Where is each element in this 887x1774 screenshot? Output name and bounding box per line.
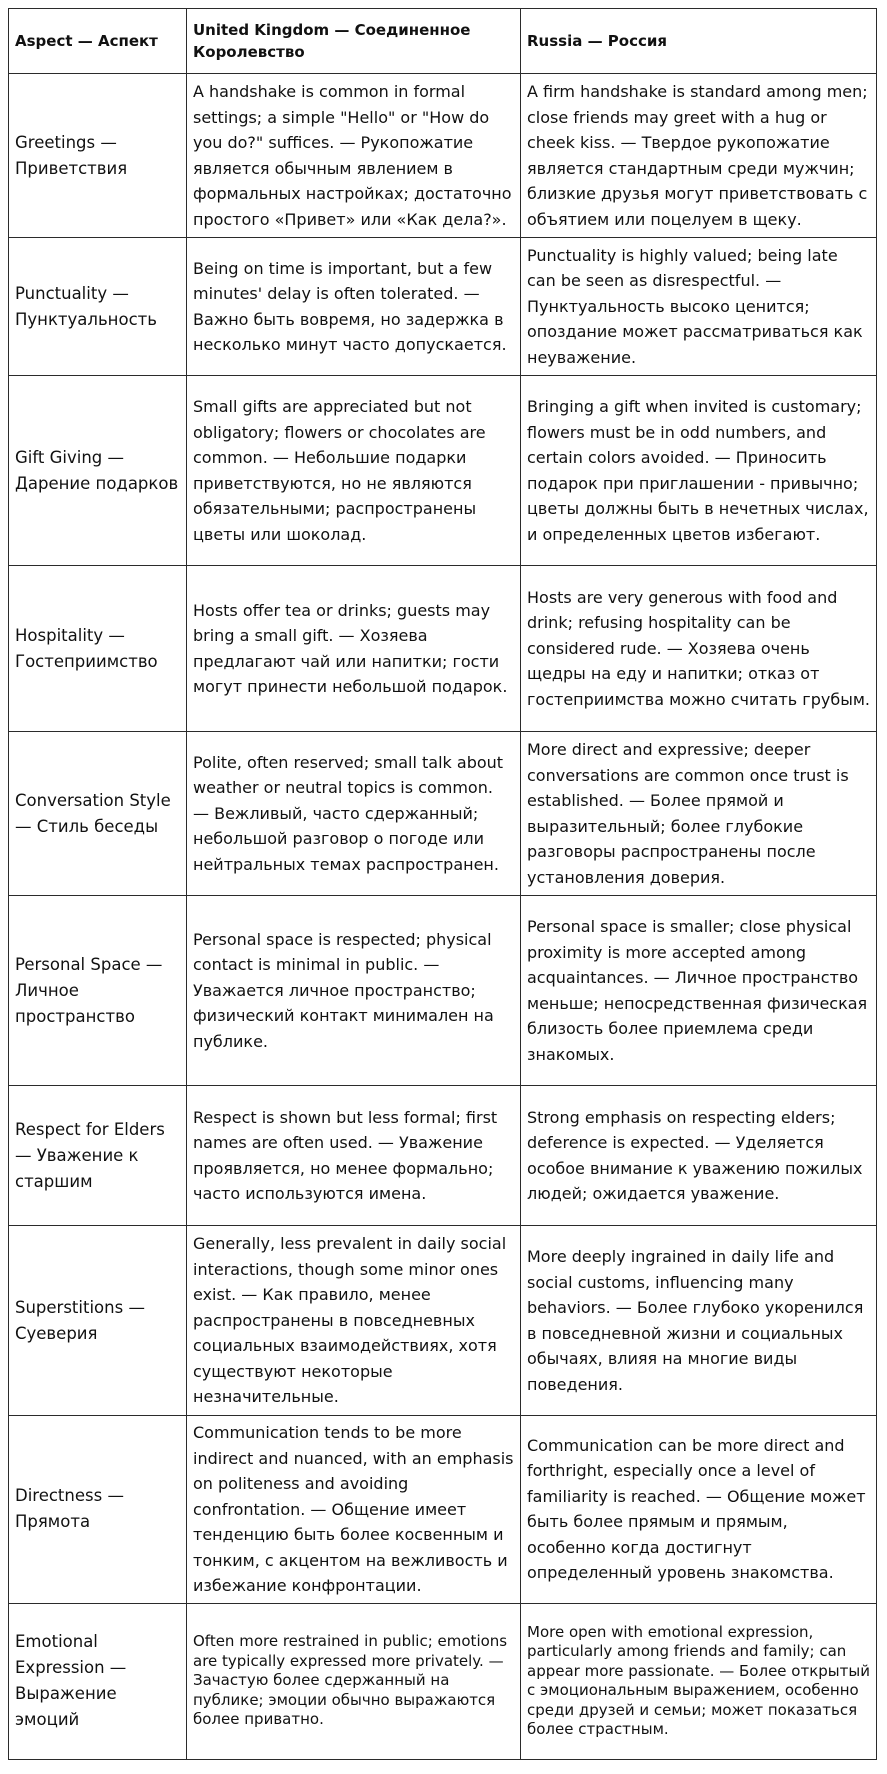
uk-cell: Communication tends to be more indirect and nuanced, with an emphasis on politeness and avoiding confrontation. — Общение имеет тенденцию быть более косвенным и тонким, с акцентом на вежливость и избежание конфронтации.	[187, 1416, 521, 1604]
table-row-respect-for-elders	[9, 1086, 877, 1226]
header-aspect: Aspect — Аспект	[9, 9, 187, 74]
russia-cell: Communication can be more direct and forthright, especially once a level of familiarity is reached. — Общение может быть более прямым и прямым, особенно когда достигнут определенный уровень знакомства.	[521, 1416, 877, 1604]
aspect-cell: Respect for Elders — Уважение к старшим	[9, 1086, 187, 1226]
russia-cell: Strong emphasis on respecting elders; deference is expected. — Уделяется особое внимание к уважению пожилых людей; ожидается уважение.	[521, 1086, 877, 1226]
table-body	[9, 74, 877, 1760]
table-row-directness	[9, 1416, 877, 1604]
russia-cell: More direct and expressive; deeper conversations are common once trust is established. — Более прямой и выразительный; более глубокие разговоры распространены после установления доверия.	[521, 732, 877, 896]
table-row-superstitions	[9, 1226, 877, 1416]
uk-cell: Polite, often reserved; small talk about weather or neutral topics is common. — Вежливый, часто сдержанный; небольшой разговор о погоде или нейтральных темах распространен.	[187, 732, 521, 896]
header-row	[9, 9, 877, 74]
uk-cell: Hosts offer tea or drinks; guests may bring a small gift. — Хозяева предлагают чай или напитки; гости могут принести небольшой подарок.	[187, 566, 521, 732]
russia-cell: More open with emotional expression, particularly among friends and family; can appear more passionate. — Более открытый с эмоциональным выражением, особенно среди друзей и семьи; может показаться более страстным.	[521, 1603, 877, 1759]
russia-cell: More deeply ingrained in daily life and social customs, influencing many behaviors. — Более глубоко укоренился в повседневной жизни и социальных обычаях, влияя на многие виды поведения.	[521, 1226, 877, 1416]
table-row-personal-space	[9, 896, 877, 1086]
uk-cell: Often more restrained in public; emotions are typically expressed more privately. — Зачастую более сдержанный на публике; эмоции обычно выражаются более приватно.	[187, 1603, 521, 1759]
uk-cell: A handshake is common in formal settings; a simple "Hello" or "How do you do?" suffices. — Рукопожатие является обычным явлением в формальных настройках; достаточно простого «Привет» или «Как дела?».	[187, 74, 521, 238]
table-header	[9, 9, 877, 74]
aspect-cell: Emotional Expression — Выражение эмоций	[9, 1603, 187, 1759]
table-row-hospitality	[9, 566, 877, 732]
russia-cell: Punctuality is highly valued; being late can be seen as disrespectful. — Пунктуальность высоко ценится; опоздание может рассматриваться как неуважение.	[521, 238, 877, 376]
uk-cell: Being on time is important, but a few minutes' delay is often tolerated. — Важно быть вовремя, но задержка в несколько минут часто допускается.	[187, 238, 521, 376]
comparison-table	[8, 8, 877, 1760]
aspect-cell: Punctuality — Пунктуальность	[9, 238, 187, 376]
table-row-gift-giving	[9, 376, 877, 566]
uk-cell: Respect is shown but less formal; first names are often used. — Уважение проявляется, но менее формально; часто используются имена.	[187, 1086, 521, 1226]
table-row-conversation-style	[9, 732, 877, 896]
header-uk: United Kingdom — Соединенное Королевство	[187, 9, 521, 74]
aspect-cell: Gift Giving — Дарение подарков	[9, 376, 187, 566]
aspect-cell: Personal Space — Личное пространство	[9, 896, 187, 1086]
aspect-cell: Greetings — Приветствия	[9, 74, 187, 238]
aspect-cell: Directness — Прямота	[9, 1416, 187, 1604]
table-row-emotional-expression	[9, 1603, 877, 1759]
russia-cell: Personal space is smaller; close physical proximity is more accepted among acquaintances. — Личное пространство меньше; непосредственная физическая близость более приемлема среди знакомых.	[521, 896, 877, 1086]
aspect-cell: Hospitality — Гостеприимство	[9, 566, 187, 732]
russia-cell: Hosts are very generous with food and drink; refusing hospitality can be considered rude. — Хозяева очень щедры на еду и напитки; отказ от гостеприимства можно считать грубым.	[521, 566, 877, 732]
table-row-punctuality	[9, 238, 877, 376]
aspect-cell: Superstitions — Суеверия	[9, 1226, 187, 1416]
header-russia: Russia — Россия	[521, 9, 877, 74]
uk-cell: Small gifts are appreciated but not obligatory; flowers or chocolates are common. — Небольшие подарки приветствуются, но не являются обязательными; распространены цветы или шоколад.	[187, 376, 521, 566]
aspect-cell: Conversation Style — Стиль беседы	[9, 732, 187, 896]
uk-cell: Generally, less prevalent in daily social interactions, though some minor ones exist. — Как правило, менее распространены в повседневных социальных взаимодействиях, хотя существуют некоторые незначительные.	[187, 1226, 521, 1416]
uk-cell: Personal space is respected; physical contact is minimal in public. — Уважается личное пространство; физический контакт минимален на публике.	[187, 896, 521, 1086]
table-row-greetings	[9, 74, 877, 238]
russia-cell: Bringing a gift when invited is customary; flowers must be in odd numbers, and certain colors avoided. — Приносить подарок при приглашении - привычно; цветы должны быть в нечетных числах, и определенных цветов избегают.	[521, 376, 877, 566]
russia-cell: A firm handshake is standard among men; close friends may greet with a hug or cheek kiss. — Твердое рукопожатие является стандартным среди мужчин; близкие друзья могут приветствовать с объятием или поцелуем в щеку.	[521, 74, 877, 238]
